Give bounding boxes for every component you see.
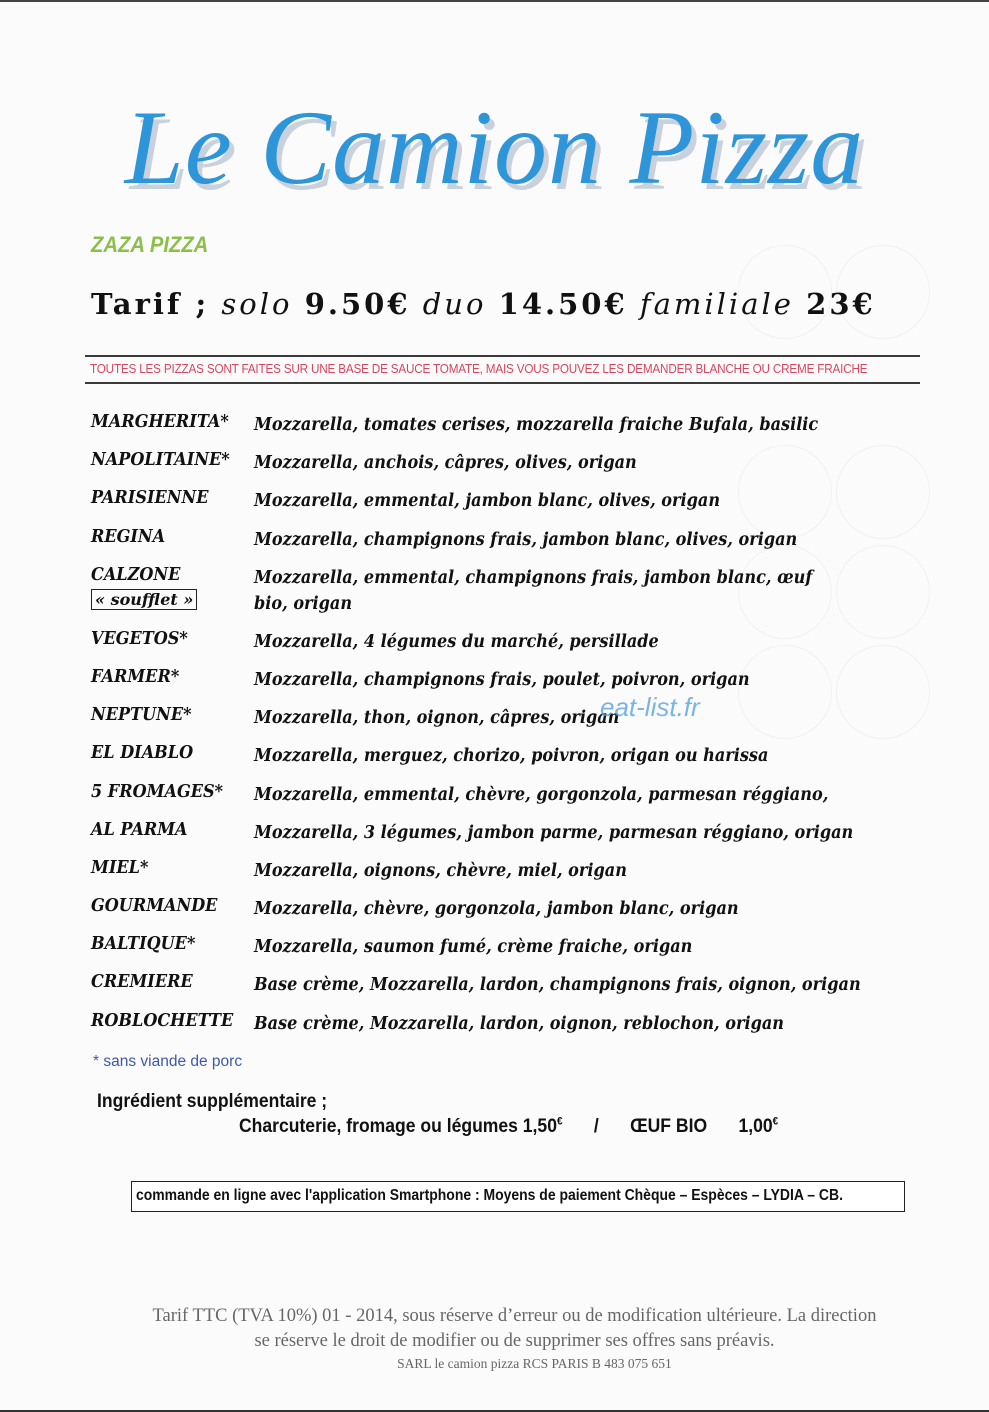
pizza-ingredients: Base crème, Mozzarella, lardon, oignon, reblochon, origan [254,1013,785,1034]
pizza-ingredients: Mozzarella, 4 légumes du marché, persillade [254,631,659,652]
brand-subtitle: ZAZA PIZZA [91,232,209,257]
payment-info: commande en ligne avec l'application Smartphone : Moyens de paiement Chèque – Espèces – LYDIA – CB. [136,1187,843,1204]
menu-row [91,856,971,894]
familiale-price: 23€ [806,287,876,321]
sauce-base-notice [85,355,920,384]
menu-row [91,563,971,627]
pizza-menu [91,410,971,1047]
menu-row [91,932,971,970]
menu-row [91,525,971,563]
duo-label: duo [422,287,487,321]
menu-row [91,1009,971,1047]
pizza-ingredients: Mozzarella, anchois, câpres, olives, origan [254,453,637,474]
legal-line: se réserve le droit de modifier ou de supprimer ses offres sans préavis. [254,1331,775,1351]
extra-item-label: Charcuterie, fromage ou légumes 1,50 [239,1115,557,1137]
company-registration: SARL le camion pizza RCS PARIS B 483 075 651 [397,1356,672,1371]
payment-info-box [131,1181,905,1212]
page-title: Le Camion Pizza [124,89,865,206]
extra-item-price: 1,00 [738,1115,773,1137]
pizza-ingredients: Base crème, Mozzarella, lardon, champignons frais, oignon, origan [254,975,861,996]
pizza-ingredients: Mozzarella, champignons frais, jambon blanc, olives, origan [254,529,798,550]
footnote-star: * [93,1053,100,1070]
extra-item-label: ŒUF BIO [630,1115,708,1137]
sauce-base-text: TOUTES LES PIZZAS SONT FAITES SUR UNE BASE DE SAUCE TOMATE, MAIS VOUS POUVEZ LES DEMANDER BLANCHE OU CREME FRAICHE [90,361,868,376]
pizza-name: VEGETOS* [91,628,188,649]
pizza-name: ROBLOCHETTE [91,1010,234,1031]
pizza-ingredients: Mozzarella, thon, oignon, câpres, origan [254,708,620,729]
familiale-label: familiale [639,287,794,321]
menu-row [91,780,971,818]
menu-row [91,741,971,779]
menu-row [91,703,971,741]
pizza-ingredients: Mozzarella, emmental, chèvre, gorgonzola, parmesan réggiano, [254,784,829,805]
pizza-name: CALZONE [91,564,181,585]
pizza-name: NAPOLITAINE* [91,450,230,471]
pizza-ingredients: Mozzarella, emmental, jambon blanc, olives, origan [254,491,721,512]
pizza-name: 5 FROMAGES* [91,781,224,802]
pizza-ingredients: Mozzarella, champignons frais, poulet, poivron, origan [254,669,750,690]
menu-row [91,894,971,932]
menu-row [91,627,971,665]
pizza-name: CREMIERE [91,972,193,993]
pizza-name: MARGHERITA* [91,412,229,432]
price-line [91,287,921,321]
pizza-ingredients: Mozzarella, chèvre, gorgonzola, jambon blanc, origan [254,899,739,920]
footnote-text: sans viande de porc [103,1053,243,1070]
top-rule [0,0,989,2]
price-label: Tarif ; [91,287,210,321]
menu-row [91,448,971,486]
menu-row [91,410,971,448]
duo-price: 14.50€ [498,287,628,321]
currency-symbol: € [772,1115,779,1128]
solo-price: 9.50€ [304,287,411,321]
pizza-ingredients: Mozzarella, saumon fumé, crème fraiche, origan [254,937,693,958]
extras-prices [239,1115,778,1138]
menu-row [91,970,971,1008]
menu-row [91,486,971,524]
menu-row [91,665,971,703]
pizza-name: GOURMANDE [91,896,218,917]
pizza-name: FARMER* [91,666,180,687]
extras-separator: / [593,1115,599,1137]
pizza-ingredients: Mozzarella, 3 légumes, jambon parme, parmesan réggiano, origan [254,822,854,843]
pizza-name: MIEL* [91,857,149,878]
pizza-ingredients: Mozzarella, oignons, chèvre, miel, origan [254,860,627,881]
pizza-ingredients: Mozzarella, tomates cerises, mozzarella fraiche Bufala, basilic [254,415,819,435]
pizza-name: BALTIQUE* [91,934,196,955]
extras-title: Ingrédient supplémentaire ; [97,1090,328,1112]
menu-row [91,818,971,856]
pizza-style-note: « soufflet » [91,589,197,610]
pizza-ingredients: Mozzarella, emmental, champignons frais, jambon blanc, œuf bio, origan [254,567,813,614]
currency-symbol: € [556,1115,563,1128]
pizza-name: NEPTUNE* [91,705,192,726]
watermark: eat-list.fr [600,692,700,722]
solo-label: solo [221,287,293,321]
pizza-name: PARISIENNE [91,488,209,509]
pork-free-footnote [93,1053,242,1071]
pizza-name: REGINA [91,526,166,547]
pizza-ingredients: Mozzarella, merguez, chorizo, poivron, origan ou harissa [254,746,769,767]
pizza-name: AL PARMA [91,819,188,840]
pizza-name: EL DIABLO [91,743,194,764]
legal-line: Tarif TTC (TVA 10%) 01 - 2014, sous réserve d’erreur ou de modification ultérieure. La direction [152,1306,877,1326]
